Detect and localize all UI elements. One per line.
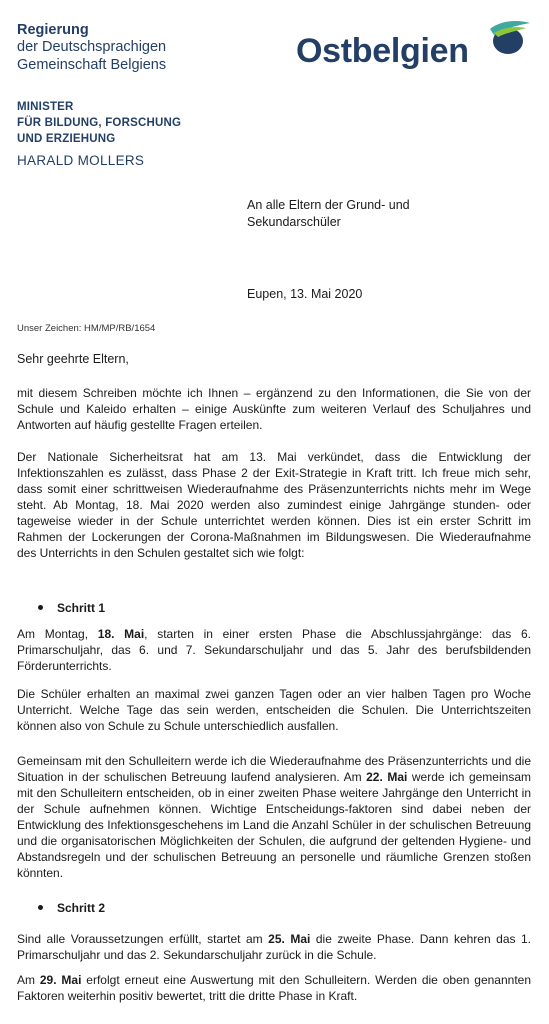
bullet-icon — [38, 605, 43, 610]
recipient-address — [247, 197, 410, 231]
government-line-3: Gemeinschaft Belgiens — [17, 57, 167, 73]
text: Am Montag, — [17, 627, 98, 641]
intro-paragraph: mit diesem Schreiben möchte ich Ihnen – ergänzend zu den Informationen, die Sie von der Schule und Kaleido erhalten – einige Auskünfte zum weiteren Verlauf des Schuljahres und Antworten auf häufig gestellte Fragen erteilen. — [17, 386, 531, 432]
government-line-2: der Deutschsprachigen — [17, 39, 167, 55]
minister-line-3: UND ERZIEHUNG — [17, 133, 116, 145]
text: Sind alle Voraussetzungen erfüllt, startet am — [17, 932, 269, 946]
step-2-label: Schritt 2 — [57, 901, 106, 915]
text: Am — [17, 973, 40, 987]
step-1-label: Schritt 1 — [57, 601, 106, 615]
minister-title — [17, 99, 181, 147]
minister-name: HARALD MOLLERS — [17, 153, 145, 168]
step-1-paragraph-a — [17, 626, 531, 674]
step-2-paragraph-a — [17, 931, 531, 963]
step-2-paragraph-b — [17, 972, 531, 1004]
address-line-1: An alle Eltern der Grund- und — [247, 198, 410, 212]
step-1-heading — [38, 601, 105, 615]
logo-swirl-icon — [486, 15, 532, 57]
text: werde ich gemeinsam mit den Schulleitern entscheiden, ob in einer zweiten Phase weitere Jahrgänge den Unterricht in der Schule aufnehmen können. Wichtige Entscheidungs-faktoren sind dabei neben der Entwicklung des Infektionsgeschehens im Land die Anzahl Schüler in der schulischen Betreuung und die organisatorischen Möglichkeiten der Schulen, die aufgrund der geltenden Hygiene- und Abstandsregeln und der schulischen Betreuung an personelle und räumliche Grenzen stoßen könnten. — [17, 770, 531, 880]
text: die zweite Phase. Dann kehren das 1. Primarschuljahr und das 2. Sekundarschuljahr zurück in die Schule. — [17, 932, 531, 962]
minister-line-2: FÜR BILDUNG, FORSCHUNG — [17, 117, 182, 129]
council-paragraph: Der Nationale Sicherheitsrat hat am 13. Mai verkündet, dass die Entwicklung der Infektionszahlen es zulässt, dass Phase 2 der Exit-Strategie in Kraft tritt. Ich freue mich sehr, dass somit einer schrittweisen Wiederaufnahme des Präsenzunterrichts nichts mehr im Wege steht. Ab Montag, 18. Mai 2020 werden also zumindest einige Jahrgänge stunden- oder tageweise wieder in der Schule unterrichtet werden können. Dies ist ein erster Schritt im Rahmen der Lockerungen der Corona-Maßnahmen im Bildungswesen. Die Wiederaufnahme des Unterrichts in den Schulen gestaltet sich wie folgt: — [17, 450, 531, 560]
step-2-heading — [38, 901, 105, 915]
date-highlight: 18. Mai — [97, 627, 145, 641]
step-1-paragraph-b: Die Schüler erhalten an maximal zwei ganzen Tagen oder an vier halben Tagen pro Woche Unterricht. Welche Tage das sein werden, entscheiden die Schulen. Die Unterrichtszeiten können also von Schule zu Schule unterschiedlich ausfallen. — [17, 687, 531, 733]
text: , starten in einer ersten Phase die Abschlussjahrgänge: das 6. Primarschuljahr, das 6. und 7. Sekundarschuljahr und das 5. Jahr des berufsbildenden Förderunterrichts. — [17, 627, 531, 673]
logo-text: Ostbelgien — [296, 32, 469, 70]
letter-date: Eupen, 13. Mai 2020 — [247, 287, 363, 301]
minister-line-1: MINISTER — [17, 101, 74, 113]
ostbelgien-logo — [296, 13, 536, 75]
text: erfolgt erneut eine Auswertung mit den Schulleitern. Werden die oben genannten Faktoren weiterhin positiv bewertet, tritt die dritte Phase in Kraft. — [17, 973, 532, 1003]
step-1-paragraph-c — [17, 753, 531, 881]
text: Gemeinsam mit den Schulleitern werde ich die Wiederaufnahme des Präsenzunterrichts und die Situation in der schulischen Betreuung laufend analysieren. Am — [17, 754, 531, 784]
date-highlight: 22. Mai — [366, 770, 408, 784]
salutation: Sehr geehrte Eltern, — [17, 352, 129, 366]
bullet-icon — [38, 905, 43, 910]
reference-number: Unser Zeichen: HM/MP/RB/1654 — [17, 323, 156, 334]
date-highlight: 29. Mai — [39, 973, 82, 987]
address-line-2: Sekundarschüler — [247, 215, 341, 229]
government-name: Regierung — [17, 22, 89, 38]
date-highlight: 25. Mai — [268, 932, 311, 946]
